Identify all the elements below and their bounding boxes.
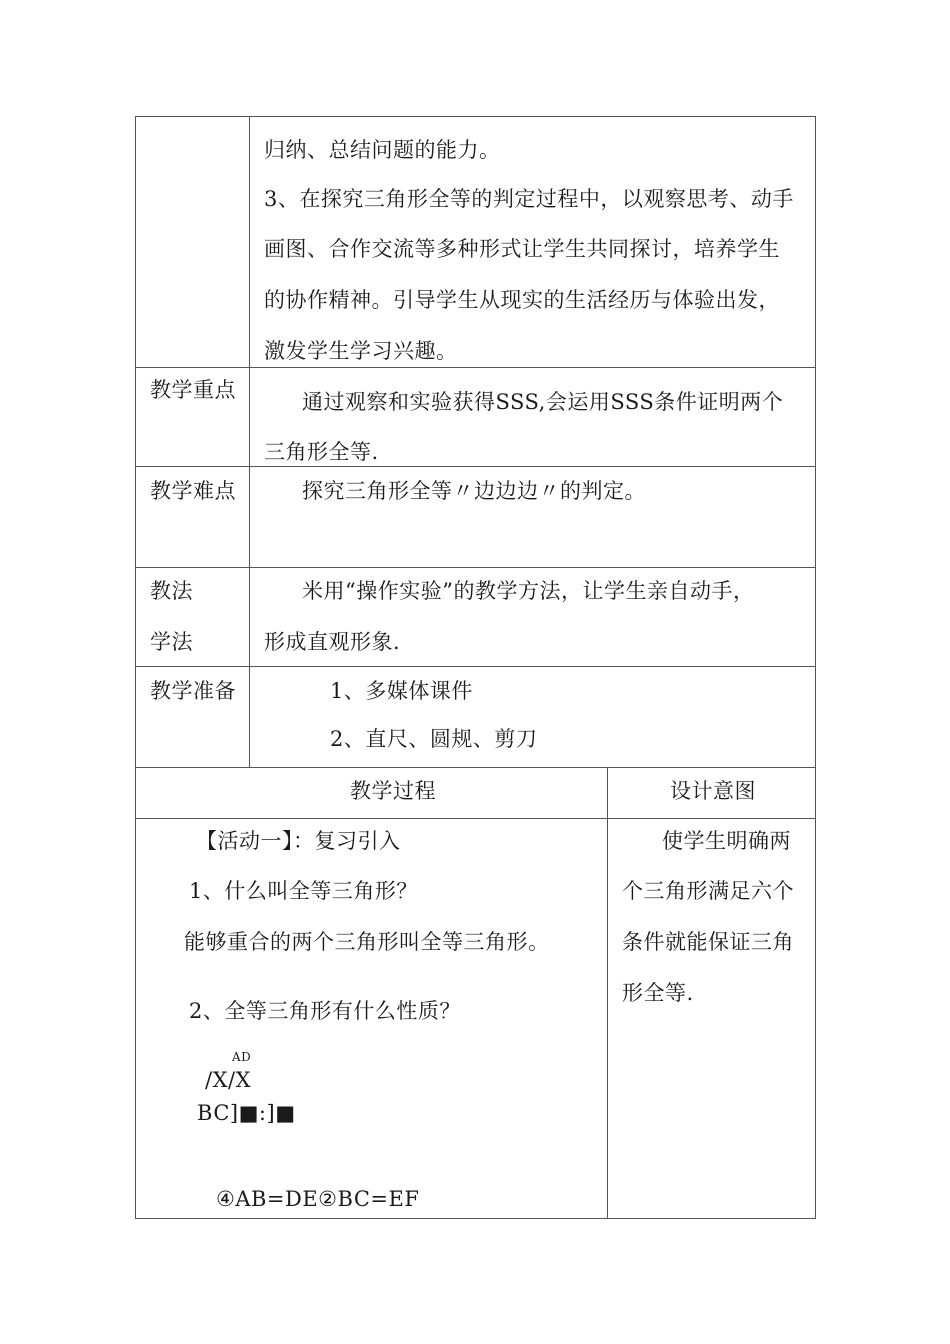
preparation-label: 教学准备: [150, 679, 236, 703]
row-divider-methods: [135, 567, 816, 568]
row-divider-difficulty: [135, 466, 816, 467]
intent-line-4: 形全等.: [622, 981, 694, 1005]
preparation-item-2: 2、直尺、圆规、剪刀: [330, 727, 538, 751]
methods-line-1: 米用“操作实验”的教学方法，让学生亲自动手，: [302, 579, 755, 603]
methods-label-learning: 学法: [150, 630, 193, 654]
row-divider-process-body: [135, 818, 816, 819]
difficulty-label: 教学难点: [150, 479, 236, 503]
table-bottom-border: [135, 1218, 816, 1219]
methods-label-teaching: 教法: [150, 579, 193, 603]
answer-1: 能够重合的两个三角形叫全等三角形。: [184, 930, 550, 954]
key-point-label: 教学重点: [150, 378, 236, 402]
preparation-item-1: 1、多媒体课件: [330, 679, 473, 703]
activity-title: 【活动一】：复习引入: [196, 829, 401, 853]
question-2: 2、全等三角形有什么性质？: [189, 999, 461, 1023]
intent-line-2: 个三角形满足六个: [622, 879, 794, 903]
key-point-line-1: 通过观察和实验获得SSS,会运用SSS条件证明两个: [302, 390, 784, 414]
intent-column-divider: [607, 767, 608, 1218]
label-column-divider: [249, 116, 250, 767]
methods-line-2: 形成直观形象.: [264, 630, 401, 654]
difficulty-line-1: 探究三角形全等〃边边边〃的判定。: [302, 479, 646, 503]
table-left-border: [135, 116, 136, 1219]
key-point-line-2: 三角形全等.: [264, 440, 379, 464]
row-divider-key-point: [135, 367, 816, 368]
objectives-line-5: 激发学生学习兴趣。: [264, 339, 458, 363]
objectives-line-4: 的协作精神。引导学生从现实的生活经历与体验出发，: [264, 288, 780, 312]
table-right-border: [815, 116, 816, 1219]
figure-triangles: /X/X: [205, 1068, 252, 1092]
objectives-line-2: 3、在探究三角形全等的判定过程中，以观察思考、动手: [264, 187, 794, 211]
figure-label-ad: AD: [232, 1050, 252, 1064]
intent-line-3: 条件就能保证三角: [622, 930, 794, 954]
question-1: 1、什么叫全等三角形？: [189, 879, 418, 903]
objectives-line-3: 画图、合作交流等多种形式让学生共同探讨，培养学生: [264, 237, 780, 261]
figure-label-bc: BC]■:]■: [197, 1101, 296, 1125]
process-header-right: 设计意图: [670, 779, 756, 803]
congruence-conditions: ④AB=DE②BC=EF: [216, 1187, 420, 1211]
table-top-border: [135, 116, 816, 117]
process-header-left: 教学过程: [350, 779, 436, 803]
row-divider-process-header: [135, 767, 816, 768]
row-divider-preparation: [135, 666, 816, 667]
intent-line-1: 使学生明确两: [662, 829, 791, 853]
objectives-line-1: 归纳、总结问题的能力。: [264, 138, 501, 162]
